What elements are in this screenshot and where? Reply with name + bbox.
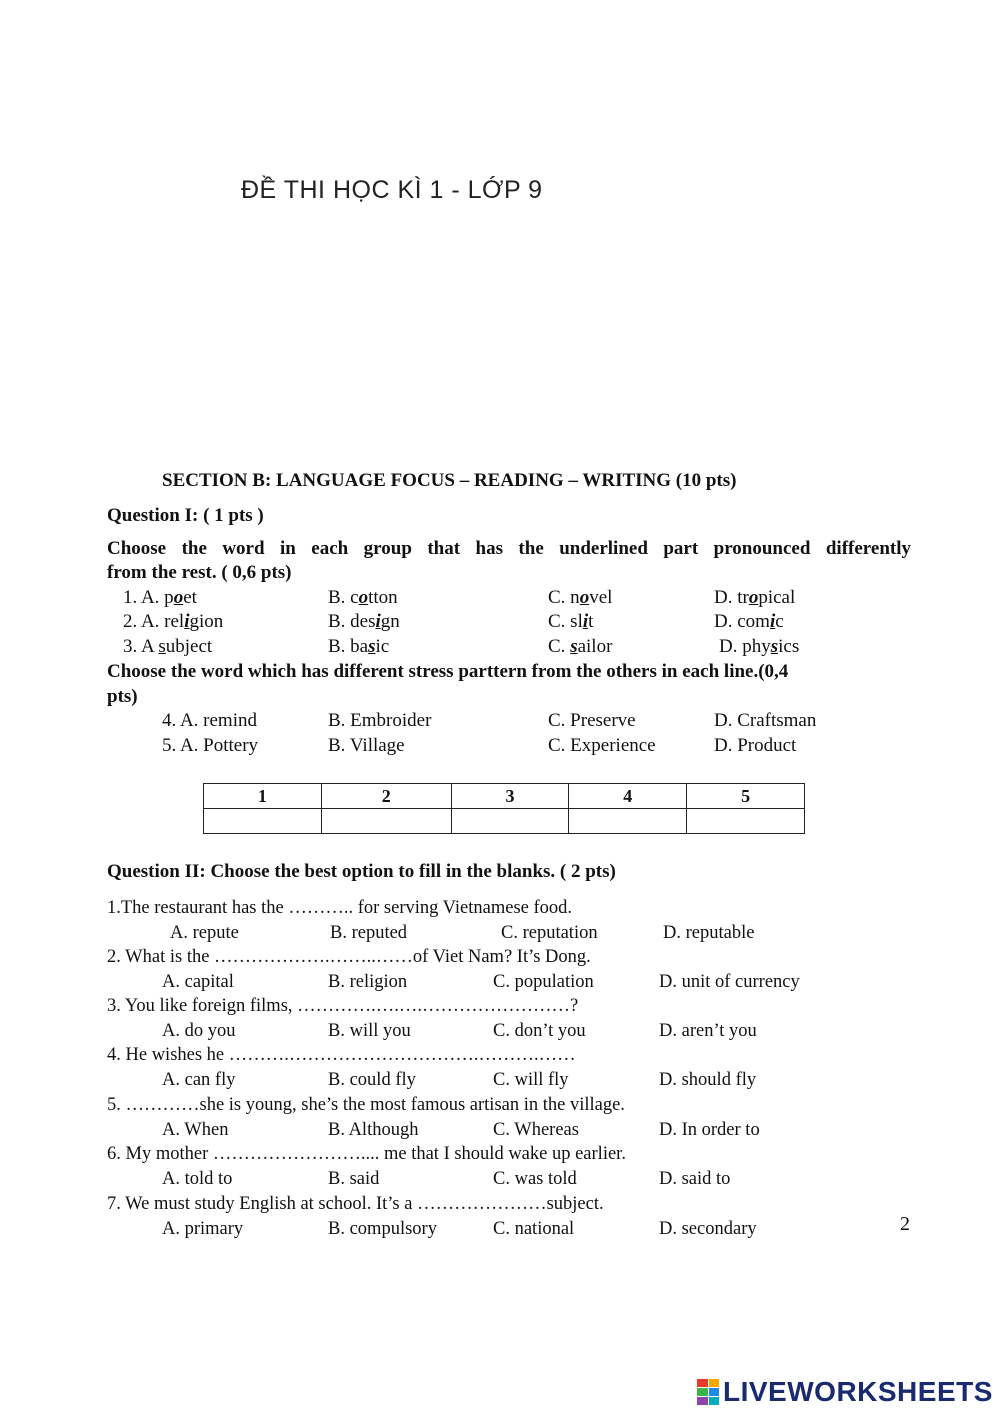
answer-table-answer-row (204, 809, 805, 834)
question-2-heading: Question II: Choose the best option to fill in the blanks. ( 2 pts) (107, 861, 616, 882)
option-d: D. reputable (663, 923, 755, 943)
option-b: B. basic (328, 636, 390, 657)
option-b: B. could fly (328, 1070, 416, 1090)
answer-header-4: 4 (569, 784, 687, 809)
answer-cell-1[interactable] (204, 809, 322, 834)
option-d: D. Craftsman (714, 710, 817, 731)
answer-cell-4[interactable] (569, 809, 687, 834)
option-b: B. said (328, 1169, 380, 1189)
answer-cell-2[interactable] (321, 809, 451, 834)
mcq-stem: 1.The restaurant has the ……….. for serving Vietnamese food. (107, 898, 573, 918)
answer-header-1: 1 (204, 784, 322, 809)
option-d: D. comic (714, 611, 784, 632)
option-a: 1. A. poet (123, 587, 197, 608)
question-1-instruction-line1: Choose the word in each group that has the underlined part pronounced differently (107, 538, 911, 559)
option-a: 4. A. remind (162, 710, 257, 731)
liveworksheets-logo-text: LIVEWORKSHEETS (723, 1376, 993, 1407)
question-1-instruction-line2: from the rest. ( 0,6 pts) (107, 562, 292, 583)
page-title: ĐỀ THI HỌC KÌ 1 - LỚP 9 (241, 176, 543, 204)
question-1-stress-instruction-line2: pts) (107, 686, 138, 707)
option-a: A. primary (162, 1219, 244, 1239)
option-a: A. repute (170, 923, 239, 943)
option-b: B. reputed (330, 923, 408, 943)
answer-header-2: 2 (321, 784, 451, 809)
option-b: B. religion (328, 972, 408, 992)
answer-cell-5[interactable] (687, 809, 805, 834)
answer-table-header-row (204, 784, 805, 809)
section-heading: SECTION B: LANGUAGE FOCUS – READING – WRITING (10 pts) (162, 470, 737, 491)
option-c: C. sailor (548, 636, 613, 657)
option-c: C. was told (493, 1169, 577, 1189)
option-a: A. told to (162, 1169, 233, 1189)
mcq-stem: 3. You like foreign films, ………….….….……………………? (107, 996, 579, 1016)
option-c: C. don’t you (493, 1021, 586, 1041)
page-number: 2 (900, 1213, 910, 1235)
option-d: D. tropical (714, 587, 796, 608)
answer-header-3: 3 (451, 784, 569, 809)
option-c: C. Experience (548, 735, 656, 756)
option-a: 3. A subject (123, 636, 213, 657)
option-b: B. will you (328, 1021, 411, 1041)
option-c: C. Preserve (548, 710, 636, 731)
mcq-stem: 4. He wishes he ……….………………………….……….…… (107, 1045, 576, 1065)
option-c: C. reputation (501, 923, 598, 943)
option-c: C. slit (548, 611, 594, 632)
liveworksheets-logo[interactable] (697, 1376, 993, 1408)
mcq-stem: 2. What is the ……………….……..……of Viet Nam? It’s Dong. (107, 947, 591, 967)
option-a: A. do you (162, 1021, 236, 1041)
answer-cell-3[interactable] (451, 809, 569, 834)
option-a: 2. A. religion (123, 611, 224, 632)
option-c: C. national (493, 1219, 575, 1239)
option-d: D. aren’t you (659, 1021, 757, 1041)
option-b: B. Village (328, 735, 405, 756)
option-b: B. Although (328, 1120, 419, 1140)
option-a: A. When (162, 1120, 229, 1140)
option-c: C. novel (548, 587, 613, 608)
option-a: 5. A. Pottery (162, 735, 259, 756)
option-d: D. physics (719, 636, 800, 657)
option-c: C. will fly (493, 1070, 569, 1090)
liveworksheets-logo-icon (697, 1379, 719, 1405)
option-d: D. Product (714, 735, 797, 756)
option-b: B. compulsory (328, 1219, 437, 1239)
option-a: A. capital (162, 972, 234, 992)
answer-table (203, 783, 805, 834)
option-d: D. In order to (659, 1120, 760, 1140)
question-1-heading: Question I: ( 1 pts ) (107, 505, 264, 526)
option-c: C. Whereas (493, 1120, 579, 1140)
option-d: D. said to (659, 1169, 731, 1189)
option-c: C. population (493, 972, 594, 992)
option-b: B. cotton (328, 587, 398, 608)
option-d: D. unit of currency (659, 972, 800, 992)
question-1-stress-instruction-line1: Choose the word which has different stress parttern from the others in each line.(0,4 (107, 661, 789, 682)
option-b: B. Embroider (328, 710, 432, 731)
option-b: B. design (328, 611, 400, 632)
mcq-stem: 7. We must study English at school. It’s a …………………subject. (107, 1194, 604, 1214)
mcq-stem: 5. …………she is young, she’s the most famous artisan in the village. (107, 1095, 625, 1115)
option-a: A. can fly (162, 1070, 236, 1090)
mcq-stem: 6. My mother …………………….... me that I should wake up earlier. (107, 1144, 626, 1164)
option-d: D. should fly (659, 1070, 757, 1090)
answer-header-5: 5 (687, 784, 805, 809)
option-d: D. secondary (659, 1219, 757, 1239)
